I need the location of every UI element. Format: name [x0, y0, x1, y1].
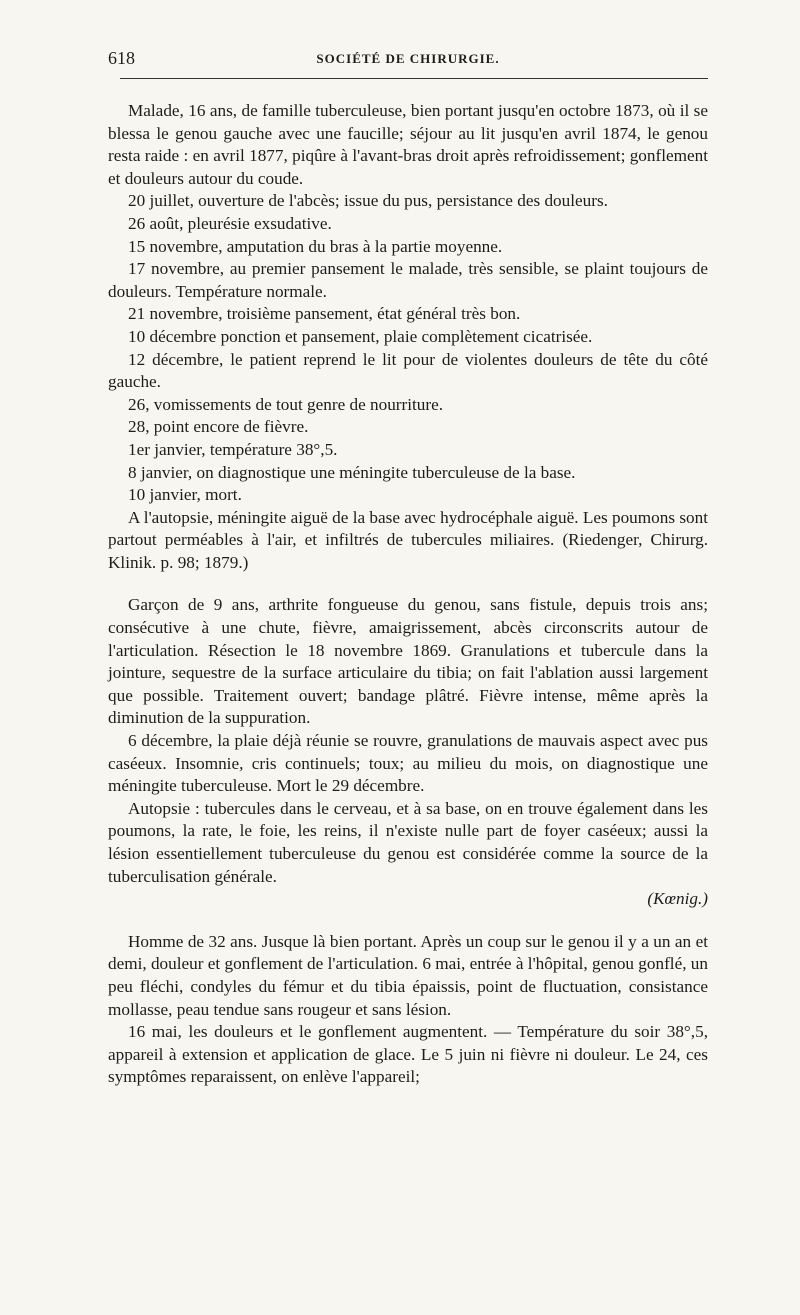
paragraph: 16 mai, les douleurs et le gonflement augmentent. — Température du soir 38°,5, appareil à extension et application de glace. Le 5 juin ni fièvre ni douleur. Le 24, ces symptômes reparaissent, on enlève l'appareil;: [108, 1022, 708, 1087]
paragraph: Garçon de 9 ans, arthrite fongueuse du genou, sans fistule, depuis trois ans; consécutive à une chute, fièvre, amaigrissement, abcès circonscrits autour de l'articulation. Résection le 18 novembre 1869. Granulations et tubercule dans la jointure, sequestre de la surface articulaire du tibia; on fait l'ablation aussi largement que possible. Traitement ouvert; bandage plâtré. Fièvre intense, même après la diminution de la suppuration.: [108, 595, 708, 728]
paragraph: 10 décembre ponction et pansement, plaie complètement cicatrisée.: [128, 326, 593, 346]
paragraph: Homme de 32 ans. Jusque là bien portant. Après un coup sur le genou il y a un an et demi, douleur et gonflement de l'articulation. 6 mai, entrée à l'hôpital, genou gonflé, un peu fléchi, condyles du fémur et du tibia épaissis, point de fluctuation, consistance mollasse, peau tendue sans rougeur et sans lésion.: [108, 931, 708, 1019]
case-signature: (Kœnig.): [647, 889, 708, 909]
case-report-3: [108, 931, 708, 1089]
case-report-2: [108, 594, 708, 910]
running-title: SOCIÉTÉ DE CHIRURGIE.: [316, 51, 500, 66]
paragraph: A l'autopsie, méningite aiguë de la base avec hydrocéphale aiguë. Les poumons sont partout perméables à l'air, et infiltrés de tubercules miliaires. (Riedenger, Chirurg. Klinik. p. 98; 1879.): [108, 507, 708, 572]
paragraph: Malade, 16 ans, de famille tuberculeuse, bien portant jusqu'en octobre 1873, où il se blessa le genou gauche avec une faucille; séjour au lit jusqu'en avril 1874, le genou resta raide : en avril 1877, piqûre à l'avant-bras droit après refroidissement; gonflement et douleurs autour du coude.: [108, 101, 708, 188]
paragraph: 20 juillet, ouverture de l'abcès; issue du pus, persistance des douleurs.: [128, 191, 608, 211]
paragraph: 17 novembre, au premier pansement le malade, très sensible, se plaint toujours de douleurs. Température normale.: [108, 259, 708, 301]
page-number: 618: [108, 48, 135, 68]
paragraph: 26, vomissements de tout genre de nourriture.: [128, 394, 444, 414]
paragraph: 8 janvier, on diagnostique une méningite tuberculeuse de la base.: [128, 462, 576, 482]
paragraph: 12 décembre, le patient reprend le lit pour de violentes douleurs de tête du côté gauche.: [108, 349, 708, 392]
case-report-1: [108, 100, 708, 574]
paragraph: 6 décembre, la plaie déjà réunie se rouvre, granulations de mauvais aspect avec pus caséeux. Insomnie, cris continuels; toux; au milieu du mois, on diagnostique une méningite tuberculeuse. Mort le 29 décembre.: [108, 731, 708, 796]
paragraph: 15 novembre, amputation du bras à la partie moyenne.: [128, 236, 503, 256]
paragraph: 21 novembre, troisième pansement, état général très bon.: [128, 304, 521, 324]
paragraph: 1er janvier, température 38°,5.: [128, 439, 338, 459]
header-rule: [120, 78, 708, 79]
paragraph: 28, point encore de fièvre.: [128, 417, 309, 437]
book-page: [108, 44, 708, 1089]
paragraph: 10 janvier, mort.: [128, 485, 242, 505]
page-header: [108, 44, 708, 70]
paragraph: 26 août, pleurésie exsudative.: [128, 213, 332, 233]
paragraph: Autopsie : tubercules dans le cerveau, et à sa base, on en trouve également dans les poumons, la rate, le foie, les reins, il n'existe nulle part de foyer caséeux; aussi la lésion essentiellement tuberculeuse du genou est considérée comme la source de la tuberculisation générale.: [108, 798, 708, 886]
